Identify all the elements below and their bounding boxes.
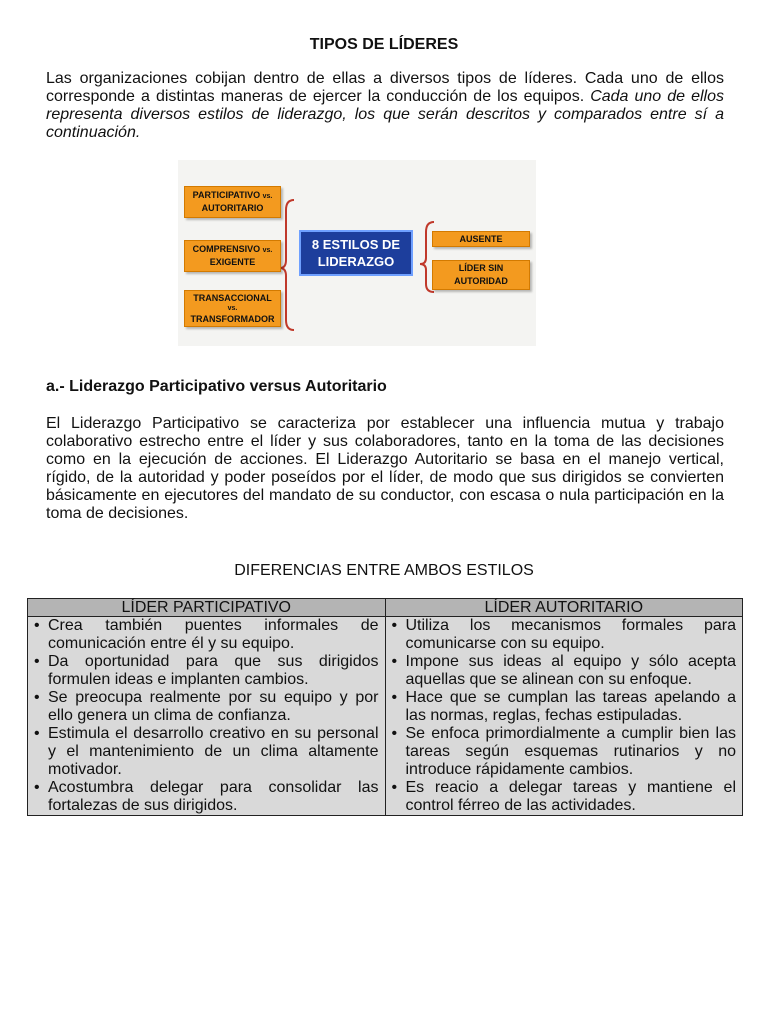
- style-label: TRANSFORMADOR: [190, 313, 275, 324]
- page-title: TIPOS DE LÍDERES: [309, 36, 459, 53]
- style-label: PARTICIPATIVO: [192, 190, 261, 200]
- list-item: • Acostumbra delegar para consolidar las fortalezas de sus dirigidos.: [33, 779, 379, 815]
- style-box-lider-sin-autoridad: [432, 260, 530, 290]
- intro-paragraph: [46, 70, 724, 142]
- list-item: • Se enfoca primordialmente a cumplir bien las tareas según esquemas rutinarios y no introduce rápidamente cambios.: [391, 725, 737, 779]
- vs-label: vs.: [227, 304, 238, 312]
- intro-text: Las organizaciones cobijan dentro de ellas a diversos tipos de líderes. Cada uno de ellos corresponde a distintas maneras de ejercer la conducción de los equipos.: [46, 70, 724, 105]
- participativo-cell: [28, 617, 386, 816]
- style-label: EXIGENTE: [209, 257, 256, 267]
- center-box: [299, 230, 413, 276]
- autoritario-list: [391, 617, 737, 815]
- left-bracket: [280, 200, 294, 330]
- style-label: COMPRENSIVO: [192, 244, 261, 254]
- list-item: • Utiliza los mecanismos formales para comunicarse con su equipo.: [391, 617, 737, 653]
- section-heading: a.- Liderazgo Participativo versus Autoritario: [46, 378, 387, 395]
- comparison-table: [27, 598, 743, 816]
- center-label: 8 ESTILOS DE: [311, 237, 401, 252]
- section-paragraph: El Liderazgo Participativo se caracteriza por establecer una influencia mutua y trabajo colaborativo estrecho entre el líder y sus colaboradores, tanto en la toma de las decisiones como en la ejecución de acciones. El Liderazgo Autoritario se basa en el manejo vertical, rígido, de la autoridad y poder poseídos por el líder, de modo que sus dirigidos se convierten básicamente en ejecutores del mandato de su conductor, con escasa o nula participación en la toma de decisiones.: [46, 415, 724, 522]
- style-label: TRANSACCIONAL: [193, 292, 272, 303]
- style-box-transaccional-transformador: [184, 290, 281, 327]
- list-item: • Es reacio a delegar tareas y mantiene el control férreo de las actividades.: [391, 779, 737, 815]
- list-item: • Hace que se cumplan las tareas apelando a las normas, reglas, fechas estipuladas.: [391, 689, 737, 725]
- vs-label: vs.: [262, 193, 273, 200]
- style-box-participativo-autoritario: [184, 186, 281, 218]
- style-box-comprensivo-exigente: [184, 240, 281, 272]
- participativo-list: [33, 617, 379, 815]
- list-item: • Estimula el desarrollo creativo en su personal y el mantenimiento de un clima altamente motivador.: [33, 725, 379, 779]
- list-item: • Crea también puentes informales de comunicación entre él y su equipo.: [33, 617, 379, 653]
- style-box-ausente: [432, 231, 530, 247]
- autoritario-cell: [385, 617, 743, 816]
- center-label: LIDERAZGO: [317, 254, 395, 269]
- style-label: AUSENTE: [459, 233, 503, 244]
- intro-italic-text: Cada uno de ellos representa diversos estilos de liderazgo, los que serán descritos y comparados entre sí a continuación.: [46, 88, 725, 141]
- style-label: LÍDER SIN: [458, 263, 504, 273]
- vs-label: vs.: [262, 247, 273, 254]
- list-item: • Se preocupa realmente por su equipo y por ello genera un clima de confianza.: [33, 689, 379, 725]
- style-label: AUTORITARIO: [201, 203, 264, 213]
- comparison-title: DIFERENCIAS ENTRE AMBOS ESTILOS: [234, 562, 534, 579]
- list-item: • Impone sus ideas al equipo y sólo acepta aquellas que se alinean con su enfoque.: [391, 653, 737, 689]
- column-header-autoritario: LÍDER AUTORITARIO: [385, 599, 743, 617]
- style-label: AUTORIDAD: [454, 276, 508, 286]
- leadership-styles-diagram: [178, 160, 536, 346]
- list-item: • Da oportunidad para que sus dirigidos formulen ideas e implanten cambios.: [33, 653, 379, 689]
- column-header-participativo: LÍDER PARTICIPATIVO: [28, 599, 386, 617]
